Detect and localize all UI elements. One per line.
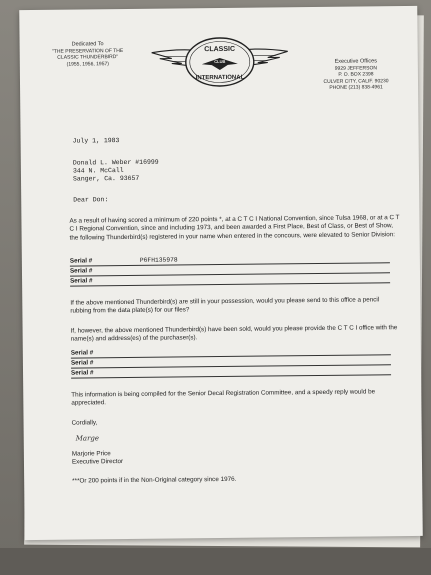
- salutation: Dear Don:: [73, 196, 109, 204]
- serial-list-2: [71, 345, 391, 378]
- club-logo: [149, 31, 290, 92]
- office-street: 9929 JEFFERSON: [334, 64, 378, 72]
- serial-label: Serial #: [70, 349, 94, 357]
- paragraph-1: As a result of having scored a minimum of 220 points *, at a C T C I National Convention, since Tulsa 1968, or at a C T C I Regional Convention, since and including 1973, and been awarded a First Place, Best of Class, or Best of Show, the following Thunderbird(s) registered in your name when entered in the concours, were elevated to Senior Division:: [69, 214, 400, 242]
- mission-years: (1955, 1956, 1957): [66, 60, 109, 68]
- logo-bottom-text: INTERNATIONAL: [195, 74, 245, 82]
- signer-name: Marjorie Price: [71, 450, 111, 458]
- recipient-city: Sanger, Ca. 93657: [72, 174, 140, 183]
- paragraph-4: This information is being compiled for the Senior Decal Registration Committee, and a speedy reply would be appreciated.: [71, 388, 376, 407]
- letterhead-offices: [312, 58, 400, 91]
- paragraph-3: If, however, the above mentioned Thunderbird(s) have been sold, would you please provide the C T C I office with the name(s) and address(es) of the purchaser(s).: [70, 324, 398, 343]
- footnote: ***Or 200 points if in the Non-Original category since 1976.: [72, 475, 237, 485]
- exec-offices: Executive Offices: [334, 58, 378, 65]
- table-edge: [0, 548, 431, 575]
- paragraph-2: If the above mentioned Thunderbird(s) are still in your possession, would you please send to this office a pencil rubbing from the data plate(s) for our files?: [70, 296, 380, 315]
- handwritten-signature: Marge: [75, 434, 100, 443]
- serial-label: Serial #: [70, 277, 93, 285]
- closing: Cordially,: [71, 419, 98, 427]
- signer-block: [72, 450, 123, 467]
- letter-date: July 1, 1983: [72, 137, 120, 145]
- recipient-address: [73, 159, 159, 184]
- office-po-box: P. O. BOX 2398: [338, 71, 374, 78]
- serial-label: Serial #: [71, 369, 94, 377]
- serial-label: Serial #: [69, 257, 93, 265]
- recipient-street: 344 N. McCall: [72, 167, 124, 175]
- logo-middle-text: CLUB: [214, 58, 226, 65]
- serial-value: P6FH135978: [139, 256, 178, 264]
- dedicated-to: Dedicated To: [71, 41, 104, 48]
- letter-page: [19, 6, 423, 540]
- office-phone: PHONE (213) 838-4961: [329, 84, 383, 91]
- logo-top-text: CLASSIC: [204, 45, 236, 54]
- signer-title: Executive Director: [71, 458, 124, 466]
- office-city: CULVER CITY, CALIF. 90230: [323, 77, 389, 85]
- recipient-name: Donald L. Weber #16999: [72, 158, 159, 167]
- serial-list-1: [70, 253, 390, 286]
- mission-line-1: "THE PRESERVATION OF THE: [52, 47, 124, 55]
- serial-row: [70, 273, 390, 286]
- letterhead-dedication: [28, 41, 148, 68]
- mission-line-2: CLASSIC THUNDERBIRD": [57, 54, 119, 61]
- serial-row: [71, 365, 391, 378]
- serial-label: Serial #: [70, 359, 94, 367]
- serial-label: Serial #: [69, 267, 93, 275]
